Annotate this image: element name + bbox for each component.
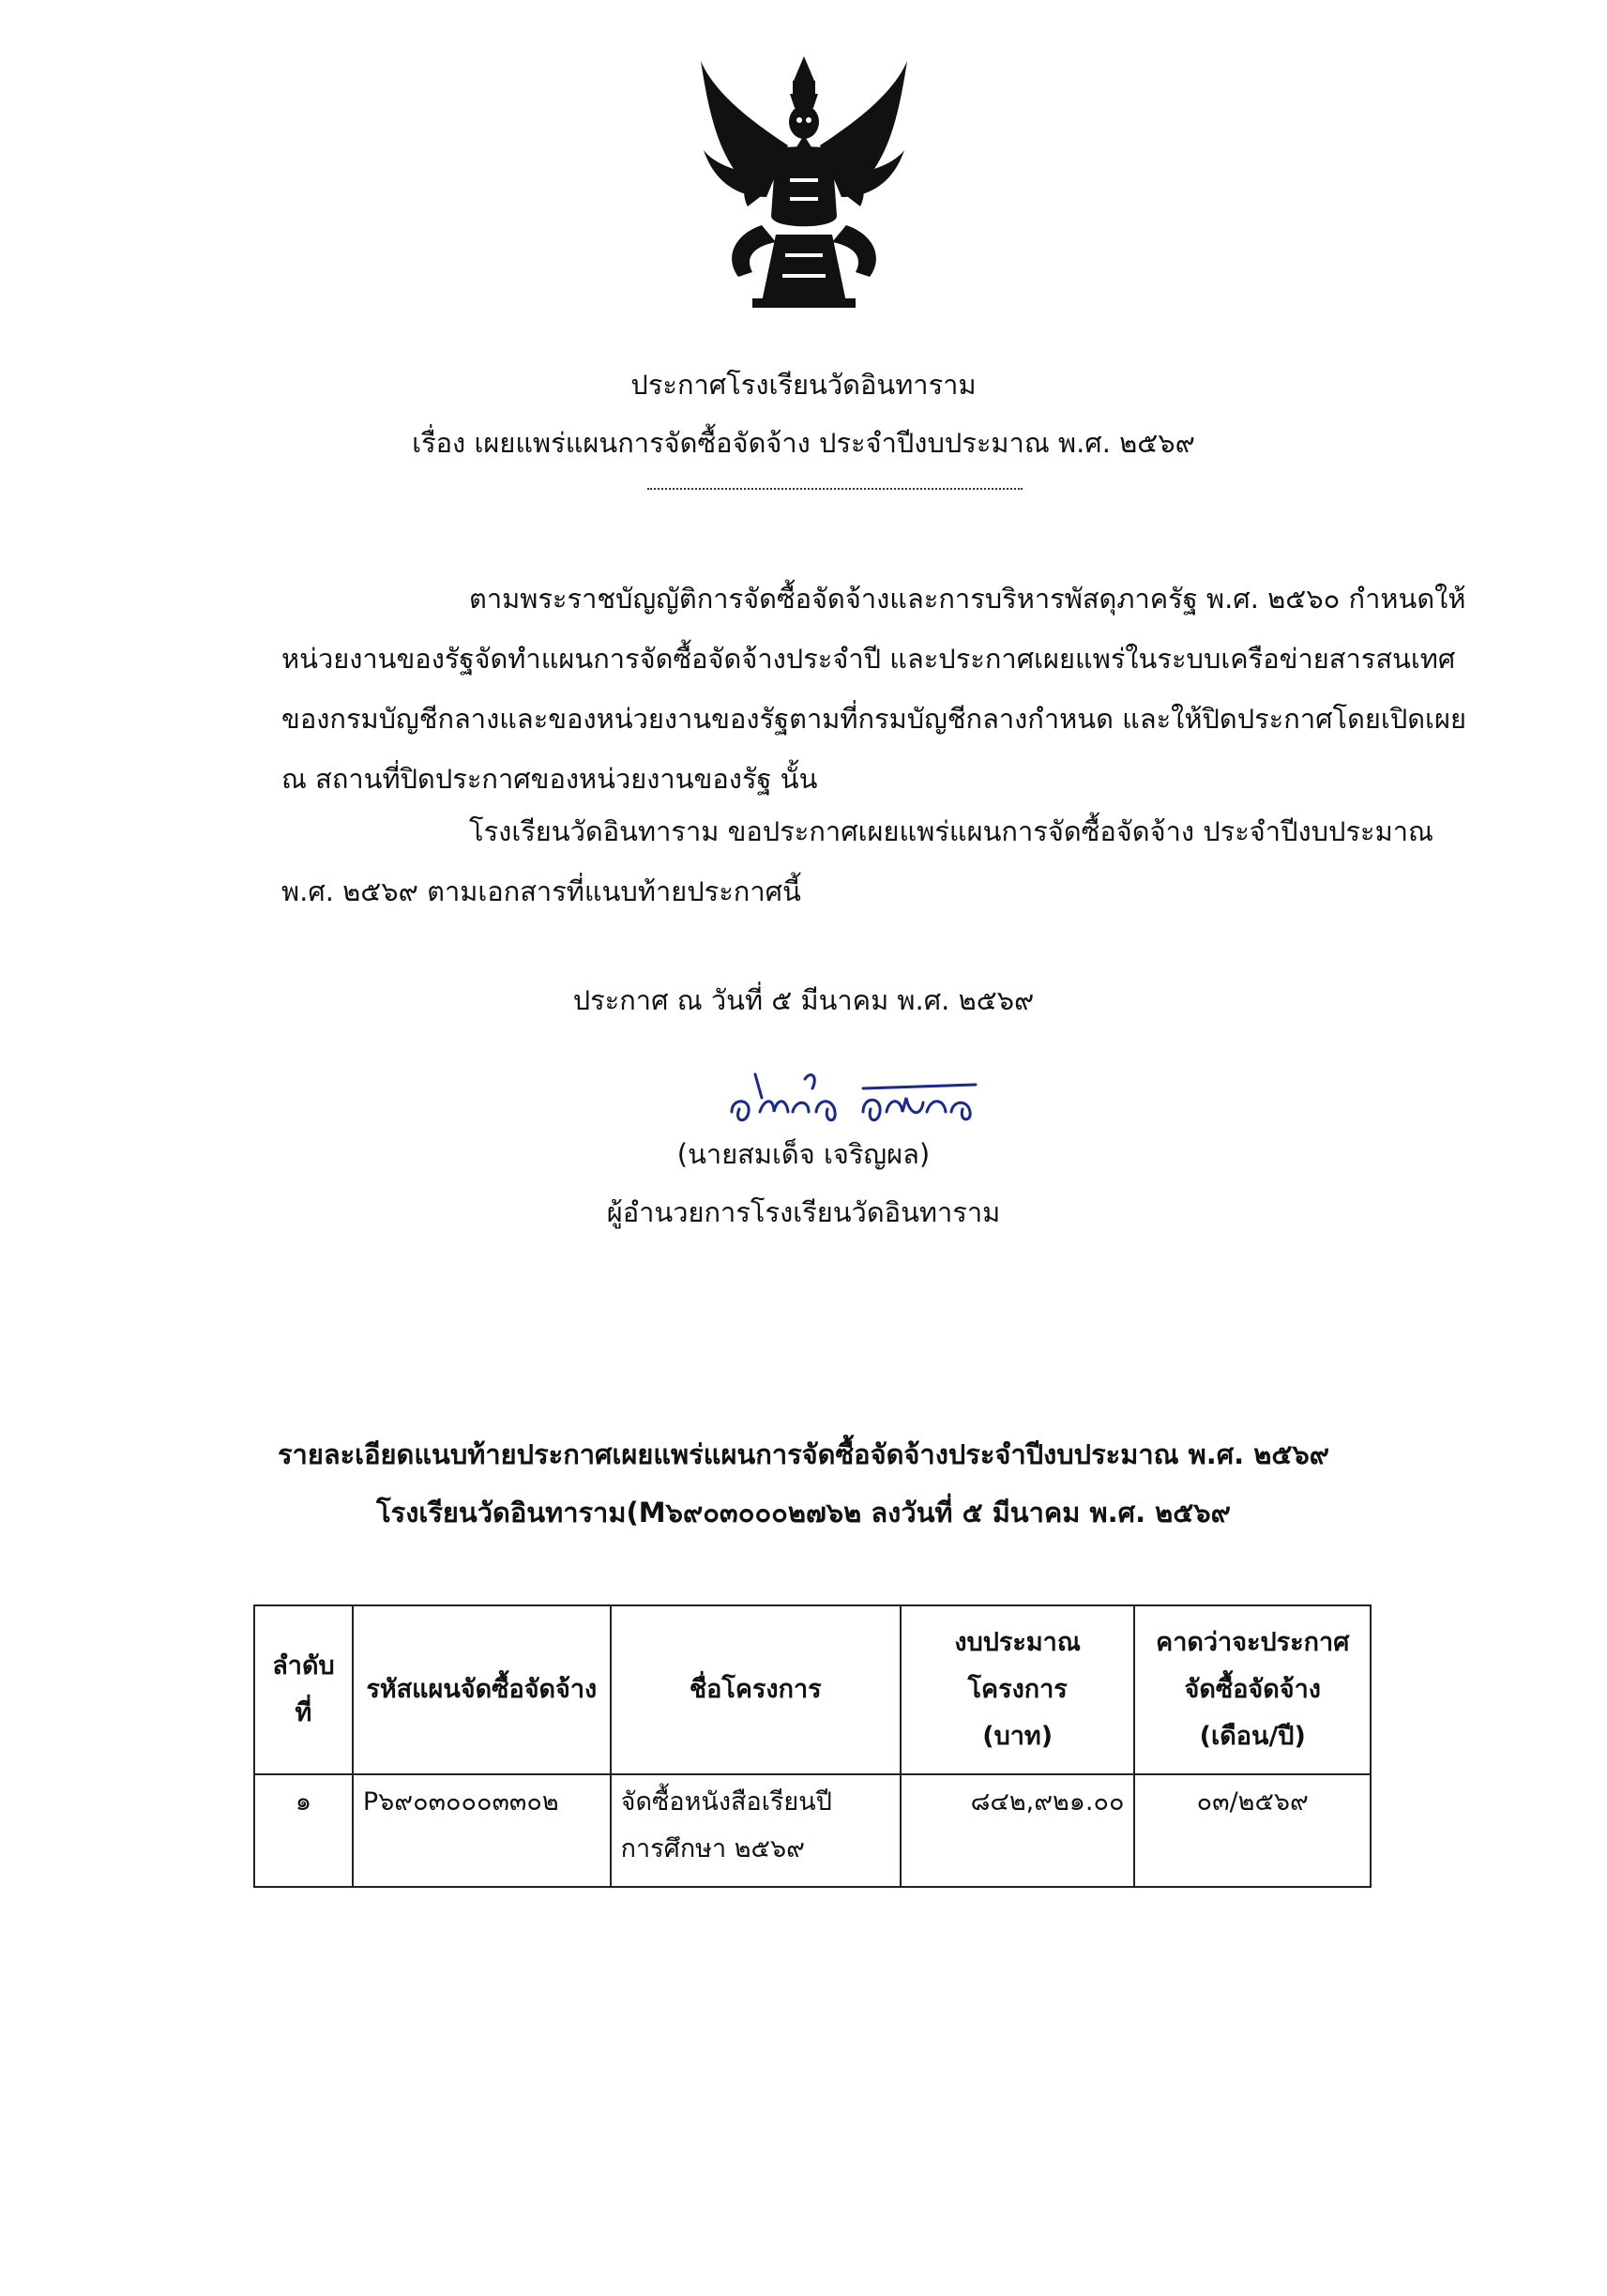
row-project-line-2: การศึกษา ๒๕๖๙ bbox=[620, 1834, 805, 1863]
header-budget-line-1: งบประมาณ bbox=[954, 1628, 1081, 1657]
table-row bbox=[254, 1774, 1371, 1887]
header-expected-line-2: จัดซื้อจัดจ้าง bbox=[1184, 1675, 1321, 1704]
signer-name: (นายสมเด็จ เจริญผล) bbox=[676, 1138, 931, 1170]
handwritten-signature bbox=[722, 1060, 985, 1135]
header-budget-line-3: (บาท) bbox=[982, 1722, 1054, 1751]
table-header-row bbox=[254, 1605, 1371, 1774]
announcement-title: ประกาศโรงเรียนวัดอินทาราม bbox=[630, 369, 977, 401]
header-expected-line-1: คาดว่าจะประกาศ bbox=[1156, 1628, 1350, 1657]
procurement-plan-table bbox=[253, 1604, 1372, 1888]
signer-position: ผู้อำนวยการโรงเรียนวัดอินทาราม bbox=[606, 1196, 1001, 1228]
row-expected-date: ๐๓/๒๕๖๙ bbox=[1134, 1774, 1371, 1887]
header-plan-code: รหัสแผนจัดซื้อจัดจ้าง bbox=[353, 1605, 611, 1774]
header-sequence-line-1: ลำดับ bbox=[272, 1651, 335, 1680]
row-budget: ๘๔๒,๙๒๑.๐๐ bbox=[901, 1774, 1135, 1887]
attachment-title-line-1: รายละเอียดแนบท้ายประกาศเผยแพร่แผนการจัดซื้อจัดจ้างประจำปีงบประมาณ พ.ศ. ๒๕๖๙ bbox=[277, 1438, 1330, 1470]
paragraph-2-line-1: โรงเรียนวัดอินทาราม ขอประกาศเผยแพร่แผนการจัดซื้อจัดจ้าง ประจำปีงบประมาณ bbox=[469, 815, 1433, 847]
row-project-name bbox=[611, 1774, 901, 1887]
paragraph-1-line-1: ตามพระราชบัญญัติการจัดซื้อจัดจ้างและการบริหารพัสดุภาครัฐ พ.ศ. ๒๕๖๐ กำหนดให้ bbox=[469, 583, 1466, 615]
header-sequence bbox=[254, 1605, 353, 1774]
paragraph-1-line-3: ของกรมบัญชีกลางและของหน่วยงานของรัฐตามที่กรมบัญชีกลางกำหนด และให้ปิดประกาศโดยเปิดเผย bbox=[281, 703, 1466, 735]
garuda-emblem bbox=[696, 56, 912, 310]
header-expected-line-3: (เดือน/ปี) bbox=[1199, 1722, 1306, 1751]
header-sequence-line-2: ที่ bbox=[295, 1698, 312, 1727]
row-plan-code: P๖๙๐๓๐๐๐๓๓๐๒ bbox=[353, 1774, 611, 1887]
announcement-subject: เรื่อง เผยแพร่แผนการจัดซื้อจัดจ้าง ประจำปีงบประมาณ พ.ศ. ๒๕๖๙ bbox=[412, 427, 1195, 459]
header-budget-line-2: โครงการ bbox=[967, 1675, 1068, 1704]
paragraph-2-line-2: พ.ศ. ๒๕๖๙ ตามเอกสารที่แนบท้ายประกาศนี้ bbox=[281, 875, 801, 907]
paragraph-1-line-2: หน่วยงานของรัฐจัดทำแผนการจัดซื้อจัดจ้างประจำปี และประกาศเผยแพร่ในระบบเครือข่ายสารสนเทศ bbox=[281, 643, 1456, 675]
attachment-title-line-2: โรงเรียนวัดอินทาราม(M๖๙๐๓๐๐๐๒๗๖๒ ลงวันที่ ๕ มีนาคม พ.ศ. ๒๕๖๙ bbox=[376, 1497, 1231, 1528]
row-project-line-1: จัดซื้อหนังสือเรียนปี bbox=[620, 1787, 832, 1817]
announcement-date: ประกาศ ณ วันที่ ๕ มีนาคม พ.ศ. ๒๕๖๙ bbox=[572, 984, 1035, 1016]
header-budget bbox=[901, 1605, 1135, 1774]
header-expected-date bbox=[1134, 1605, 1371, 1774]
header-project-name: ชื่อโครงการ bbox=[611, 1605, 901, 1774]
divider-dots bbox=[647, 488, 1023, 490]
row-sequence: ๑ bbox=[254, 1774, 353, 1887]
paragraph-1-line-4: ณ สถานที่ปิดประกาศของหน่วยงานของรัฐ นั้น bbox=[281, 763, 818, 795]
